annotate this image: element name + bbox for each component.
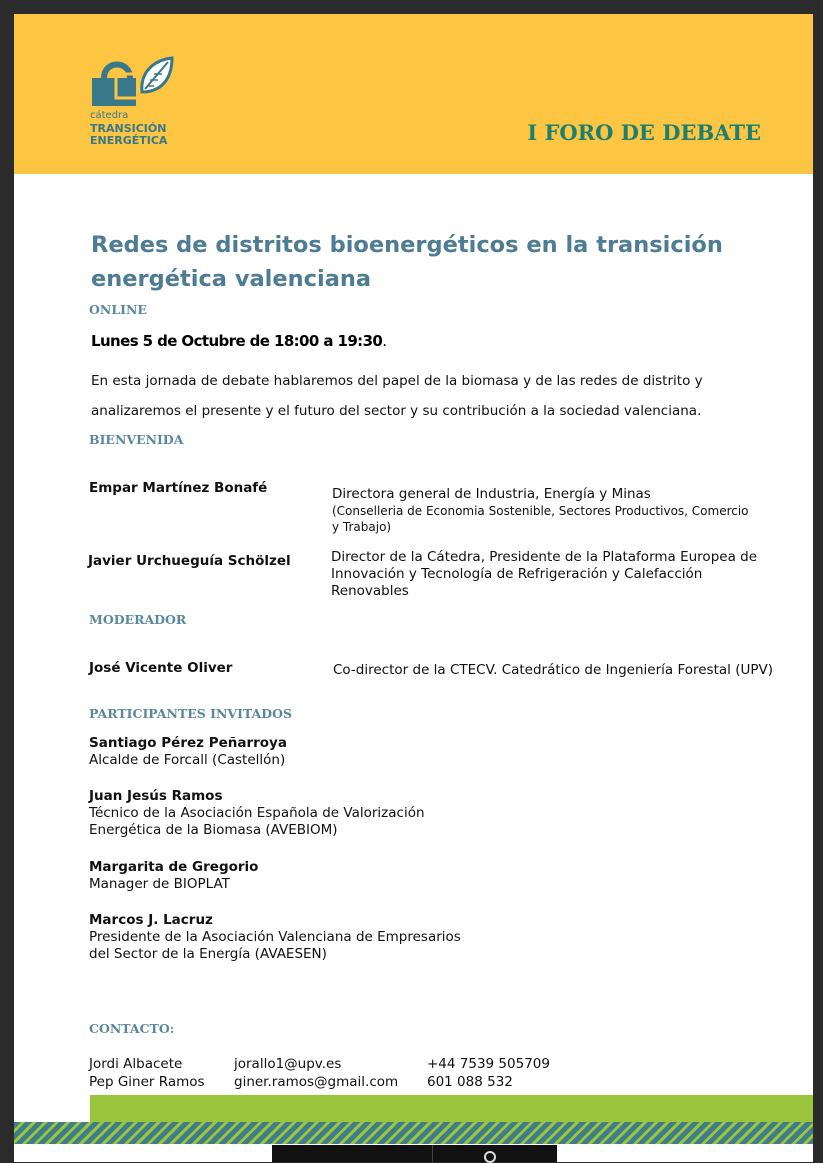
event-date-suffix: . (382, 332, 387, 350)
speaker-role: Director de la Cátedra, Presidente de la Plataforma Europea de Innovación y Tecnología de Refrigeración y Calefacción Renovables (331, 549, 758, 599)
logo-line-1: TRANSICIÓN (90, 122, 167, 135)
contact-email: giner.ramos@gmail.com (234, 1074, 399, 1090)
guest-name: Santiago Pérez Peñarroya (89, 735, 287, 751)
contact-heading: CONTACTO: (89, 1021, 175, 1036)
speaker-name: Empar Martínez Bonafé (89, 480, 268, 496)
guest-item (89, 788, 425, 839)
contact-email: jorallo1@upv.es (234, 1056, 342, 1072)
guest-item (89, 859, 258, 893)
speaker-role (332, 486, 752, 535)
event-intro: En esta jornada de debate hablaremos del papel de la biomasa y de las redes de distrito y analizaremos el presente y el futuro del sector y su contribución a la sociedad valenciana. (91, 373, 703, 419)
guest-item (89, 735, 287, 769)
header-banner (14, 14, 813, 174)
toolbar-divider (432, 1145, 433, 1162)
guest-item (89, 912, 461, 963)
speaker-role-sub: (Conselleria de Economia Sostenible, Sectores Productivos, Comercio y Trabajo) (332, 504, 749, 534)
guest-role: del Sector de la Energía (AVAESEN) (89, 946, 327, 962)
guests-heading: PARTICIPANTES INVITADOS (89, 706, 293, 721)
contact-phone: 601 088 532 (427, 1074, 513, 1090)
moderator-heading: MODERADOR (89, 612, 187, 627)
guest-role: Energética de la Biomasa (AVEBIOM) (89, 822, 338, 838)
guest-name: Margarita de Gregorio (89, 859, 259, 875)
forum-title: I FORO DE DEBATE (527, 120, 761, 145)
guest-role: Presidente de la Asociación Valenciana de Empresarios (89, 929, 461, 945)
event-date-text: Lunes 5 de Octubre de 18:00 a 19:30 (91, 332, 383, 350)
guest-role: Manager de BIOPLAT (89, 876, 230, 892)
contact-name: Pep Giner Ramos (89, 1074, 205, 1090)
document-page (14, 14, 813, 1162)
welcome-heading: BIENVENIDA (89, 432, 184, 447)
guest-name: Juan Jesús Ramos (89, 788, 223, 804)
footer-stripe (14, 1122, 813, 1144)
event-mode: ONLINE (89, 302, 147, 317)
moderator-role: Co-director de la CTECV. Catedrático de Ingeniería Forestal (UPV) (333, 662, 773, 678)
catedra-logo (90, 56, 180, 151)
contact-name: Jordi Albacete (89, 1056, 183, 1072)
logo-small-text: cátedra (90, 110, 129, 121)
lock-leaf-icon (90, 56, 174, 108)
speaker-role-main: Directora general de Industria, Energía y Minas (332, 486, 651, 502)
viewer-toolbar (272, 1145, 557, 1162)
contact-phone: +44 7539 505709 (427, 1056, 550, 1072)
event-title: Redes de distritos bioenergéticos en la transición energética valenciana (91, 232, 723, 292)
logo-line-2: ENERGÉTICA (90, 134, 168, 147)
guest-name: Marcos J. Lacruz (89, 912, 213, 928)
moderator-name: José Vicente Oliver (89, 660, 233, 676)
event-date (91, 332, 386, 350)
guest-role: Alcalde de Forcall (Castellón) (89, 752, 286, 768)
guest-role: Técnico de la Asociación Española de Valorización (89, 805, 425, 821)
footer-green-bar (90, 1095, 813, 1122)
search-icon[interactable] (484, 1151, 496, 1163)
speaker-name: Javier Urchueguía Schölzel (88, 553, 291, 569)
